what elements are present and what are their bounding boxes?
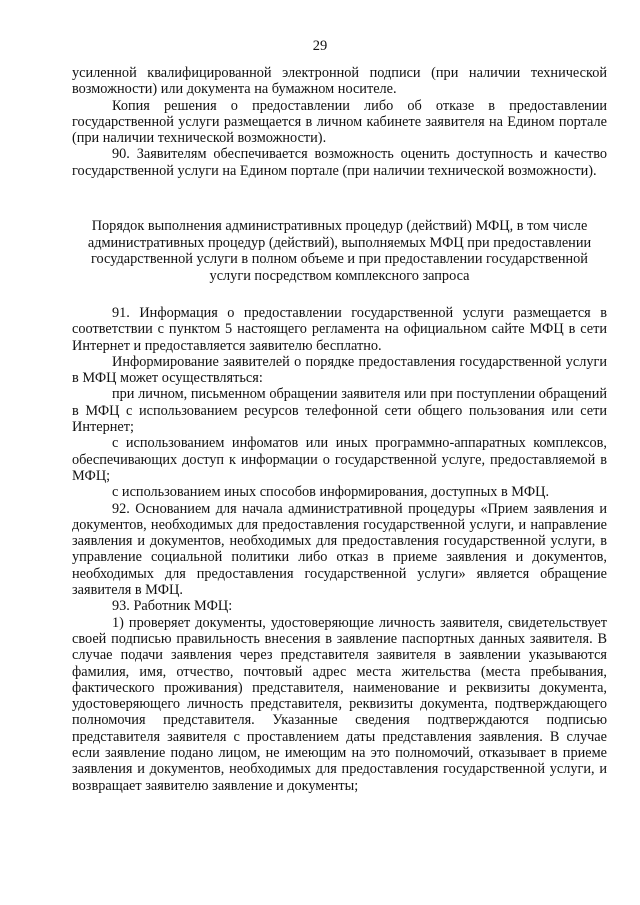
paragraph: с использованием инфоматов или иных программно-аппаратных комплексов, обеспечивающих доступ к информации о государственной услуге, предоставляемой в МФЦ;: [72, 435, 607, 484]
body-text-block: [72, 305, 607, 794]
paragraph: Копия решения о предоставлении либо об отказе в предоставлении государственной услуги размещается в личном кабинете заявителя на Едином портале (при наличии технической возможности).: [72, 97, 607, 147]
paragraph: 90. Заявителям обеспечивается возможность оценить доступность и качество государственной услуги на Едином портале (при наличии технической возможности).: [72, 146, 607, 179]
paragraph: с использованием иных способов информирования, доступных в МФЦ.: [112, 484, 550, 501]
paragraph: при личном, письменном обращении заявителя или при поступлении обращений в МФЦ с использованием ресурсов телефонной сети общего пользования или сети Интернет;: [72, 386, 607, 436]
section-heading: Порядок выполнения административных процедур (действий) МФЦ, в том числе административных процедур (действий), выполняемых МФЦ при предоставлении государственной услуги в полном объеме и при предоставлении государственной услуги посредством комплексного запроса: [87, 218, 592, 284]
paragraph: 91. Информация о предоставлении государственной услуги размещается в соответствии с пунктом 5 настоящего регламента на официальном сайте МФЦ в сети Интернет и предоставляется заявителю бесплатно.: [72, 305, 607, 354]
paragraph: 92. Основанием для начала административной процедуры «Прием заявления и документов, необходимых для предоставления государственной услуги, и направление заявления и документов, необходимых для предоставления государственной услуги, в управление социальной политики либо отказ в приеме заявления и документов, необходимых для предоставления государственной услуги» является обращение заявителя в МФЦ.: [72, 500, 607, 599]
paragraph: усиленной квалифицированной электронной подписи (при наличии технической возможности) или документа на бумажном носителе.: [72, 65, 607, 98]
paragraph: Информирование заявителей о порядке предоставления государственной услуги в МФЦ может осуществляться:: [72, 353, 607, 387]
section-heading-block: [72, 218, 607, 284]
paragraph: 1) проверяет документы, удостоверяющие личность заявителя, свидетельствует своей подписью правильность внесения в заявление паспортных данных заявителя. В случае подачи заявления через представителя заявителя в заявлении указываются фамилия, имя, отчество, почтовый адрес места жительства (места пребывания, фактического проживания) представителя, наименование и реквизиты документа, удостоверяющего личность представителя, реквизиты документа, подтверждающего полномочия представителя. Указанные сведения подтверждаются подписью представителя заявителя с проставлением даты представления заявления. В случае если заявление подано лицом, не имеющим на это полномочий, отказывает в приеме заявления и документов, необходимых для предоставления государственной услуги, и возвращает заявителю заявление и документы;: [72, 614, 607, 794]
top-text-block: [72, 65, 607, 179]
paragraph: 93. Работник МФЦ:: [112, 598, 233, 615]
page-number: 29: [312, 38, 328, 54]
